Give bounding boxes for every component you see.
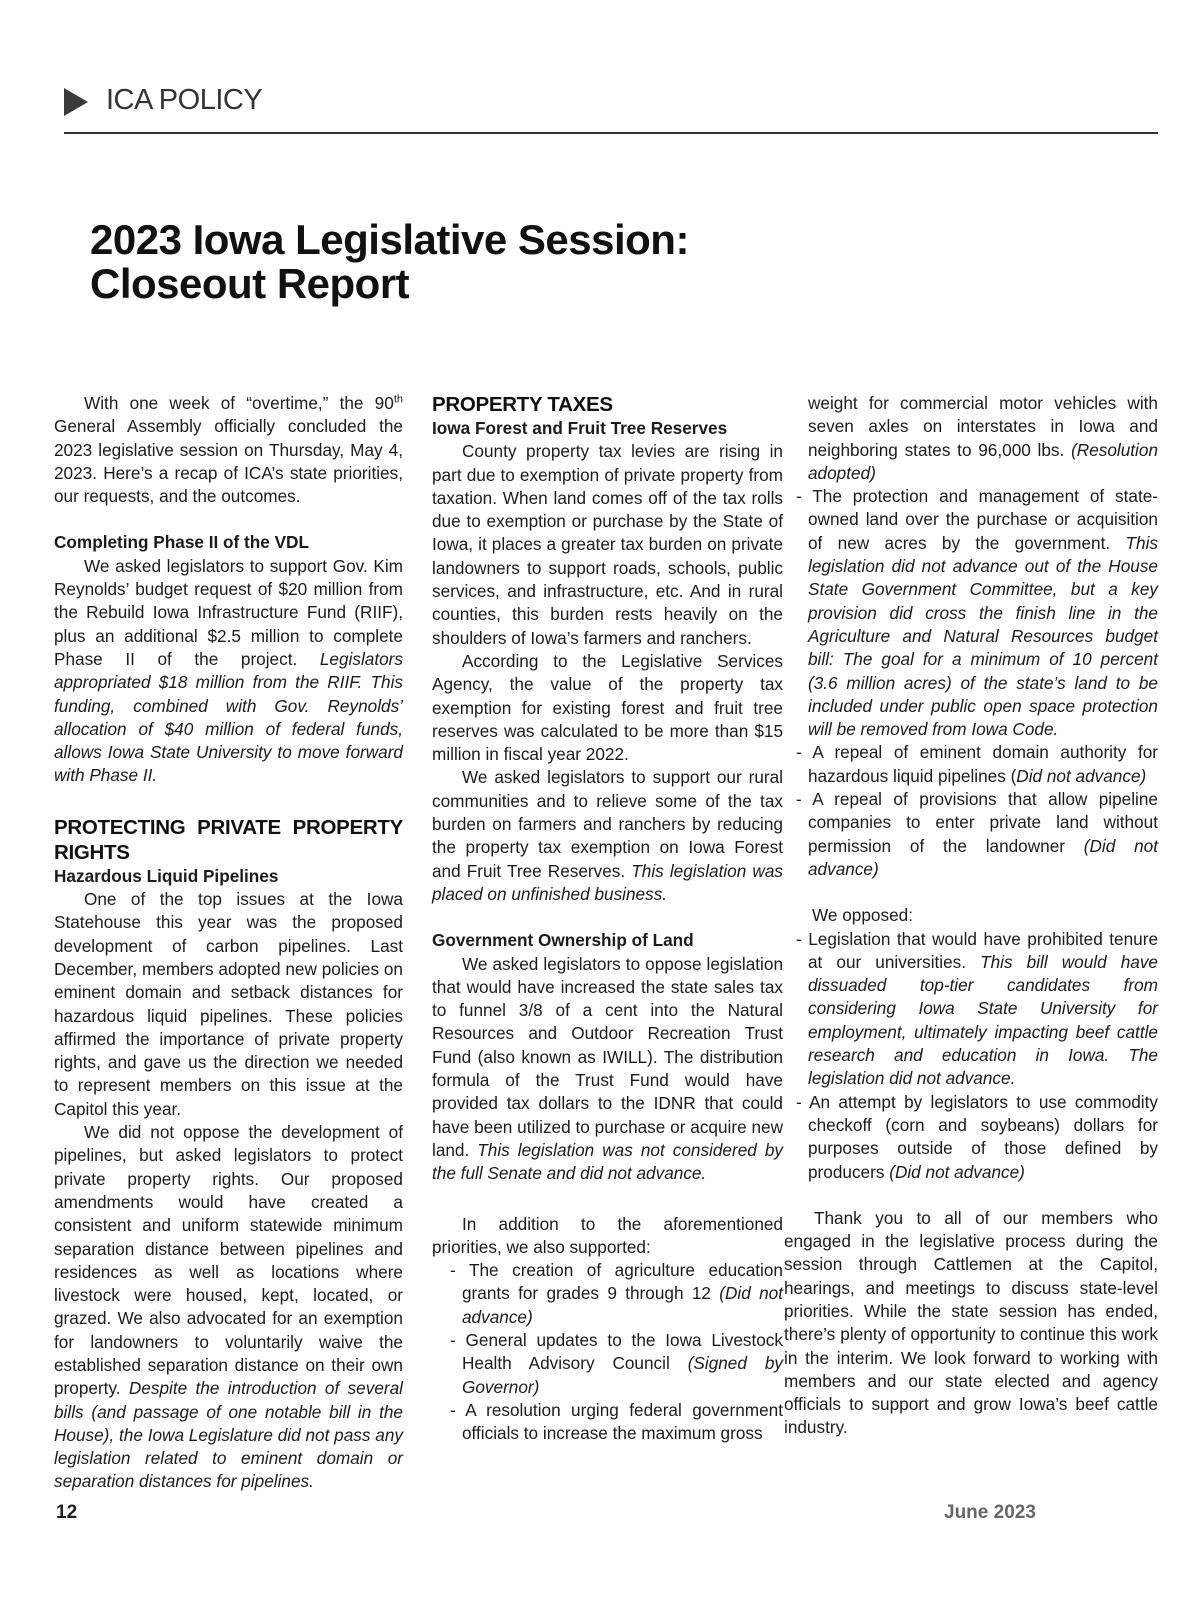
- supported-item-1: [432, 1259, 783, 1329]
- intro-paragraph: [54, 392, 403, 508]
- reserves-paragraph-3: [432, 766, 783, 906]
- section-header: [64, 80, 1158, 134]
- opposed-item-1-status: This bill would have dissuaded top-tier candidates from considering Iowa State University for employment, ultimately impacting beef cattle research and education in Iowa. The legislation did not advance.: [808, 951, 1158, 1089]
- pipelines-heading: Hazardous Liquid Pipelines: [54, 865, 279, 886]
- supported-item-2: [432, 1329, 783, 1399]
- pipelines-outcome: Despite the introduction of several bills (and passage of one notable bill in the House), the Iowa Legislature did not pass any legislation related to eminent domain or separation distances for pipelines.: [54, 1378, 403, 1492]
- supported-intro: In addition to the aforementioned priorities, we also supported:: [432, 1213, 783, 1257]
- reserves-paragraph-2: According to the Legislative Services Agency, the value of the property tax exemption for existing forest and fruit tree reserves was calculated to be more than $15 million in fiscal year 2022.: [432, 650, 783, 765]
- title-line-1: 2023 Iowa Legislative Session:: [90, 216, 689, 263]
- page-number: 12: [56, 1502, 78, 1523]
- title-line-2: Closeout Report: [90, 260, 410, 307]
- gov-land-body: We asked legislators to oppose legislation that would have increased the state sales tax to funnel 3/8 of a cent into the Natural Resources and Outdoor Recreation Trust Fund (also known as IWILL). The distribution formula of the Trust Fund would have provided tax dollars to the IDNR that could have been utilized to purchase or acquire new land.: [432, 953, 783, 1160]
- supported-item-5-text: - A repeal of eminent domain authority for hazardous liquid pipelines (: [796, 742, 1158, 786]
- supported-item-2-text: - General updates to the Iowa Livestock Health Advisory Council: [450, 1329, 783, 1374]
- opposed-item-2: [796, 1091, 1158, 1184]
- vdl-paragraph: [54, 555, 403, 788]
- reserves-body-3: We asked legislators to support our rural communities and to relieve some of the tax burden on farmers and ranchers by reducing the property tax exemption on Iowa Forest and Fruit Tree Reserves.: [432, 767, 783, 881]
- play-triangle-icon: [64, 88, 88, 116]
- opposed-intro: We opposed:: [812, 905, 913, 926]
- gov-land-heading: Government Ownership of Land: [432, 930, 694, 951]
- opposed-item-2-status: (Did not advance): [889, 1161, 1025, 1182]
- property-taxes-heading: PROPERTY TAXES: [432, 393, 613, 416]
- vdl-body: We asked legislators to support Gov. Kim Reynolds’ budget request of $20 million from the Rebuild Iowa Infrastructure Fund (RIIF), plus an additional $2.5 million to complete Phase II of the project.: [54, 555, 403, 669]
- intro-text-a: With one week of “overtime,” the 90: [84, 393, 394, 413]
- supported-item-4: [796, 485, 1158, 741]
- supported-item-5-status: Did not advance): [1016, 765, 1147, 786]
- supported-item-6: [796, 788, 1158, 881]
- issue-date: June 2023: [944, 1502, 1036, 1523]
- closing-paragraph: Thank you to all of our members who engaged in the legislative process during the session through Cattlemen at the Capitol, hearings, and meetings to discuss state-level priorities. While the state session has ended, there’s plenty of opportunity to continue this work in the interim. We look forward to working with members and our state elected and agency officials to support and grow Iowa’s beef cattle industry.: [784, 1207, 1158, 1438]
- supported-item-6-status: (Did not advance): [808, 835, 1158, 879]
- supported-item-2-status: (Signed by Governor): [462, 1353, 783, 1397]
- article-title: [90, 218, 689, 306]
- column-2: [432, 392, 783, 1445]
- supported-item-3-continued: [808, 392, 1158, 485]
- vdl-heading: Completing Phase II of the VDL: [54, 532, 309, 553]
- opposed-item-2-text: - An attempt by legislators to use commodity checkoff (corn and soybeans) dollars for purposes outside of those defined by producers: [796, 1091, 1158, 1182]
- gov-land-outcome: This legislation was not considered by the full Senate and did not advance.: [432, 1139, 783, 1184]
- supported-item-4-text: - The protection and management of state-owned land over the purchase or acquisition of new acres by the government.: [796, 486, 1158, 553]
- reserves-paragraph-1: County property tax levies are rising in part due to exemption of private property from taxation. When land comes off of the tax rolls due to exemption or purchase by the State of Iowa, it places a greater tax burden on private landowners to support roads, schools, public services, and infrastructure, etc. And in rural counties, this burden rests heavily on the shoulders of Iowa’s farmers and ranchers.: [432, 441, 783, 648]
- intro-superscript: th: [393, 393, 403, 406]
- supported-item-3-cont-text: weight for commercial motor vehicles with seven axles on interstates in Iowa and neighboring states to 96,000 lbs.: [808, 393, 1158, 460]
- reserves-outcome: This legislation was placed on unfinished business.: [432, 860, 783, 904]
- opposed-item-1-text: - Legislation that would have prohibited tenure at our universities.: [796, 928, 1158, 972]
- supported-item-6-text: - A repeal of provisions that allow pipeline companies to enter private land without permission of the landowner: [796, 789, 1158, 856]
- pipelines-paragraph-2: [54, 1121, 403, 1494]
- opposed-item-1: [796, 928, 1158, 1091]
- supported-item-3-status: (Resolution adopted): [808, 439, 1158, 483]
- supported-item-1-status: (Did not advance): [462, 1283, 783, 1327]
- pipelines-paragraph-1: One of the top issues at the Iowa Statehouse this year was the proposed development of carbon pipelines. Last December, members adopted new policies on eminent domain and setback distances for hazardous liquid pipelines. These policies affirmed the importance of private property rights, and gave us the direction we needed to represent members on this issue at the Capitol this year.: [54, 889, 403, 1119]
- pipelines-body-2: We did not oppose the development of pipelines, but asked legislators to protect private property rights. Our proposed amendments would have created a consistent and uniform statewide minimum separation distance between pipelines and residences as well as locations where livestock were housed, kept, located, or grazed. We also advocated for an exemption for landowners to voluntarily waive the established separation distance on their own property.: [54, 1122, 403, 1399]
- property-rights-heading: PROTECTING PRIVATE PROPERTY RIGHTS: [54, 815, 403, 864]
- vdl-outcome: Legislators appropriated $18 million from the RIIF. This funding, combined with Gov. Reynolds’ allocation of $40 million of federal funds, allows Iowa State University to move forward with Phase II.: [54, 648, 403, 786]
- supported-item-5: [796, 741, 1158, 788]
- column-1: [54, 392, 403, 1494]
- section-label: ICA POLICY: [106, 84, 263, 116]
- supported-item-3: - A resolution urging federal government officials to increase the maximum gross: [450, 1399, 783, 1444]
- column-3: [784, 392, 1158, 1440]
- supported-item-1-text: - The creation of agriculture education grants for grades 9 through 12: [450, 1260, 783, 1304]
- intro-text-b: General Assembly officially concluded the 2023 legislative session on Thursday, May 4, 2023. Here’s a recap of ICA’s state priorities, our requests, and the outcomes.: [54, 416, 403, 507]
- supported-item-4-status: This legislation did not advance out of the House State Government Committee, but a key provision did cross the finish line in the Agriculture and Natural Resources budget bill: The goal for a minimum of 10 percent (3.6 million acres) of the state’s land to be included under public open space protection will be removed from Iowa Code.: [808, 532, 1158, 740]
- gov-land-paragraph: [432, 953, 783, 1186]
- reserves-heading: Iowa Forest and Fruit Tree Reserves: [432, 418, 728, 438]
